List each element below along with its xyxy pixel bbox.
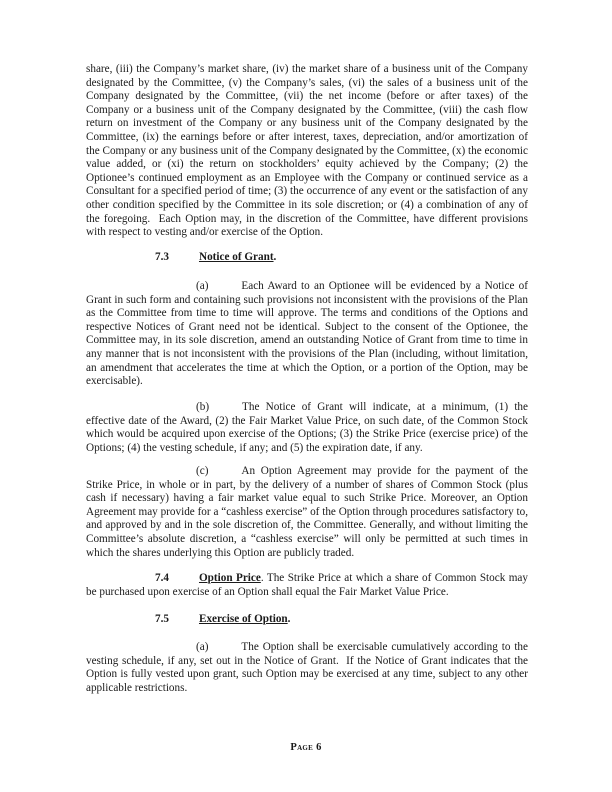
subparagraph-7-3-b [86, 401, 528, 455]
paragraph-text: The Notice of Grant will indicate, at a minimum, (1) the effective date of the Award, (2) the Fair Market Value Price, on such date, of the Common Stock which would be acquired upon exercise of the Options; (3) the Strike Price (exercise price) of the Options; (4) the vesting schedule, if any; and (5) the expiration date, if any. [86, 401, 528, 454]
section-heading-7-5 [86, 613, 528, 627]
page-footer [0, 742, 612, 753]
paragraph-text: Each Award to an Optionee will be evidenced by a Notice of Grant in such form and containing such provisions not inconsistent with the provisions of the Plan as the Committee from time to time will approve. The terms and conditions of the Options and respective Notices of Grant need not be identical. Subject to the consent of the Optionee, the Committee may, in its sole discretion, amend an outstanding Notice of Grant from time to time in any manner that is not inconsistent with the provisions of the Plan (including, without limitation, an amendment that accelerates the time at which the Option, or a portion of the Option, may be exercisable). [86, 280, 528, 388]
continuation-paragraph [86, 63, 528, 240]
subparagraph-label: (b) [196, 401, 210, 413]
subparagraph-7-5-a [86, 641, 528, 695]
paragraph-text: . The Strike Price at which a share of Common Stock may be purchased upon exercise of an Option shall equal the Fair Market Value Price. [86, 572, 528, 598]
paragraph-text: share, (iii) the Company’s market share, (iv) the market share of a business unit of the Company designated by the Committee, (v) the Company’s sales, (vi) the sales of a business unit of the Company designated by the Committee, (vii) the net income (before or after taxes) of the Company or a business unit of the Company designated by the Committee, (viii) the cash flow return on investment of the Company or any business unit of the Company designated by the Committee, (ix) the earnings before or after interest, taxes, depreciation, and/or amortization of the Company or any business unit of the Company designated by the Committee, (x) the economic value added, or (xi) the return on stockholders’ equity achieved by the Company; (2) the Optionee’s continued employment as an Employee with the Company or continued service as a Consultant for a specified period of time; (3) the occurrence of any event or the satisfaction of any other condition specified by the Committee in its sole discretion; or (4) a combination of any of the foregoing. Each Option may, in the discretion of the Committee, have different provisions with respect to vesting and/or exercise of the Option. [86, 63, 528, 239]
section-number: 7.3 [155, 251, 169, 263]
section-title: Notice of Grant [198, 251, 274, 263]
section-title: Option Price [198, 572, 261, 584]
section-title: Exercise of Option [198, 613, 288, 625]
subparagraph-7-3-a [86, 280, 528, 389]
paragraph-text: An Option Agreement may provide for the payment of the Strike Price, in whole or in part, by the delivery of a number of shares of Common Stock (plus cash if necessary) having a fair market value equal to such Strike Price. Moreover, an Option Agreement may provide for a “cashless exercise” of the Option through procedures satisfactory to, and approved by and in the sole discretion of, the Committee. Generally, and without limiting the Committee’s absolute discretion, a “cashless exercise” will only be permitted at such times in which the shares underlying this Option are publicly traded. [86, 465, 528, 559]
subparagraph-label: (a) [196, 280, 209, 292]
subparagraph-label: (a) [196, 641, 209, 653]
paragraph-text: The Option shall be exercisable cumulatively according to the vesting schedule, if any, set out in the Notice of Grant. If the Notice of Grant indicates that the Option is fully vested upon grant, such Option may be exercised at any time, subject to any other applicable restrictions. [86, 641, 528, 694]
section-number: 7.5 [155, 613, 169, 625]
section-number: 7.4 [155, 572, 169, 584]
page-number-label: Page 6 [290, 742, 322, 753]
subparagraph-label: (c) [196, 465, 209, 477]
section-7-4-paragraph [86, 572, 528, 599]
section-title-suffix: . [287, 613, 291, 625]
subparagraph-7-3-c [86, 465, 528, 560]
section-heading-7-3 [86, 251, 528, 265]
section-title-suffix: . [273, 251, 277, 263]
